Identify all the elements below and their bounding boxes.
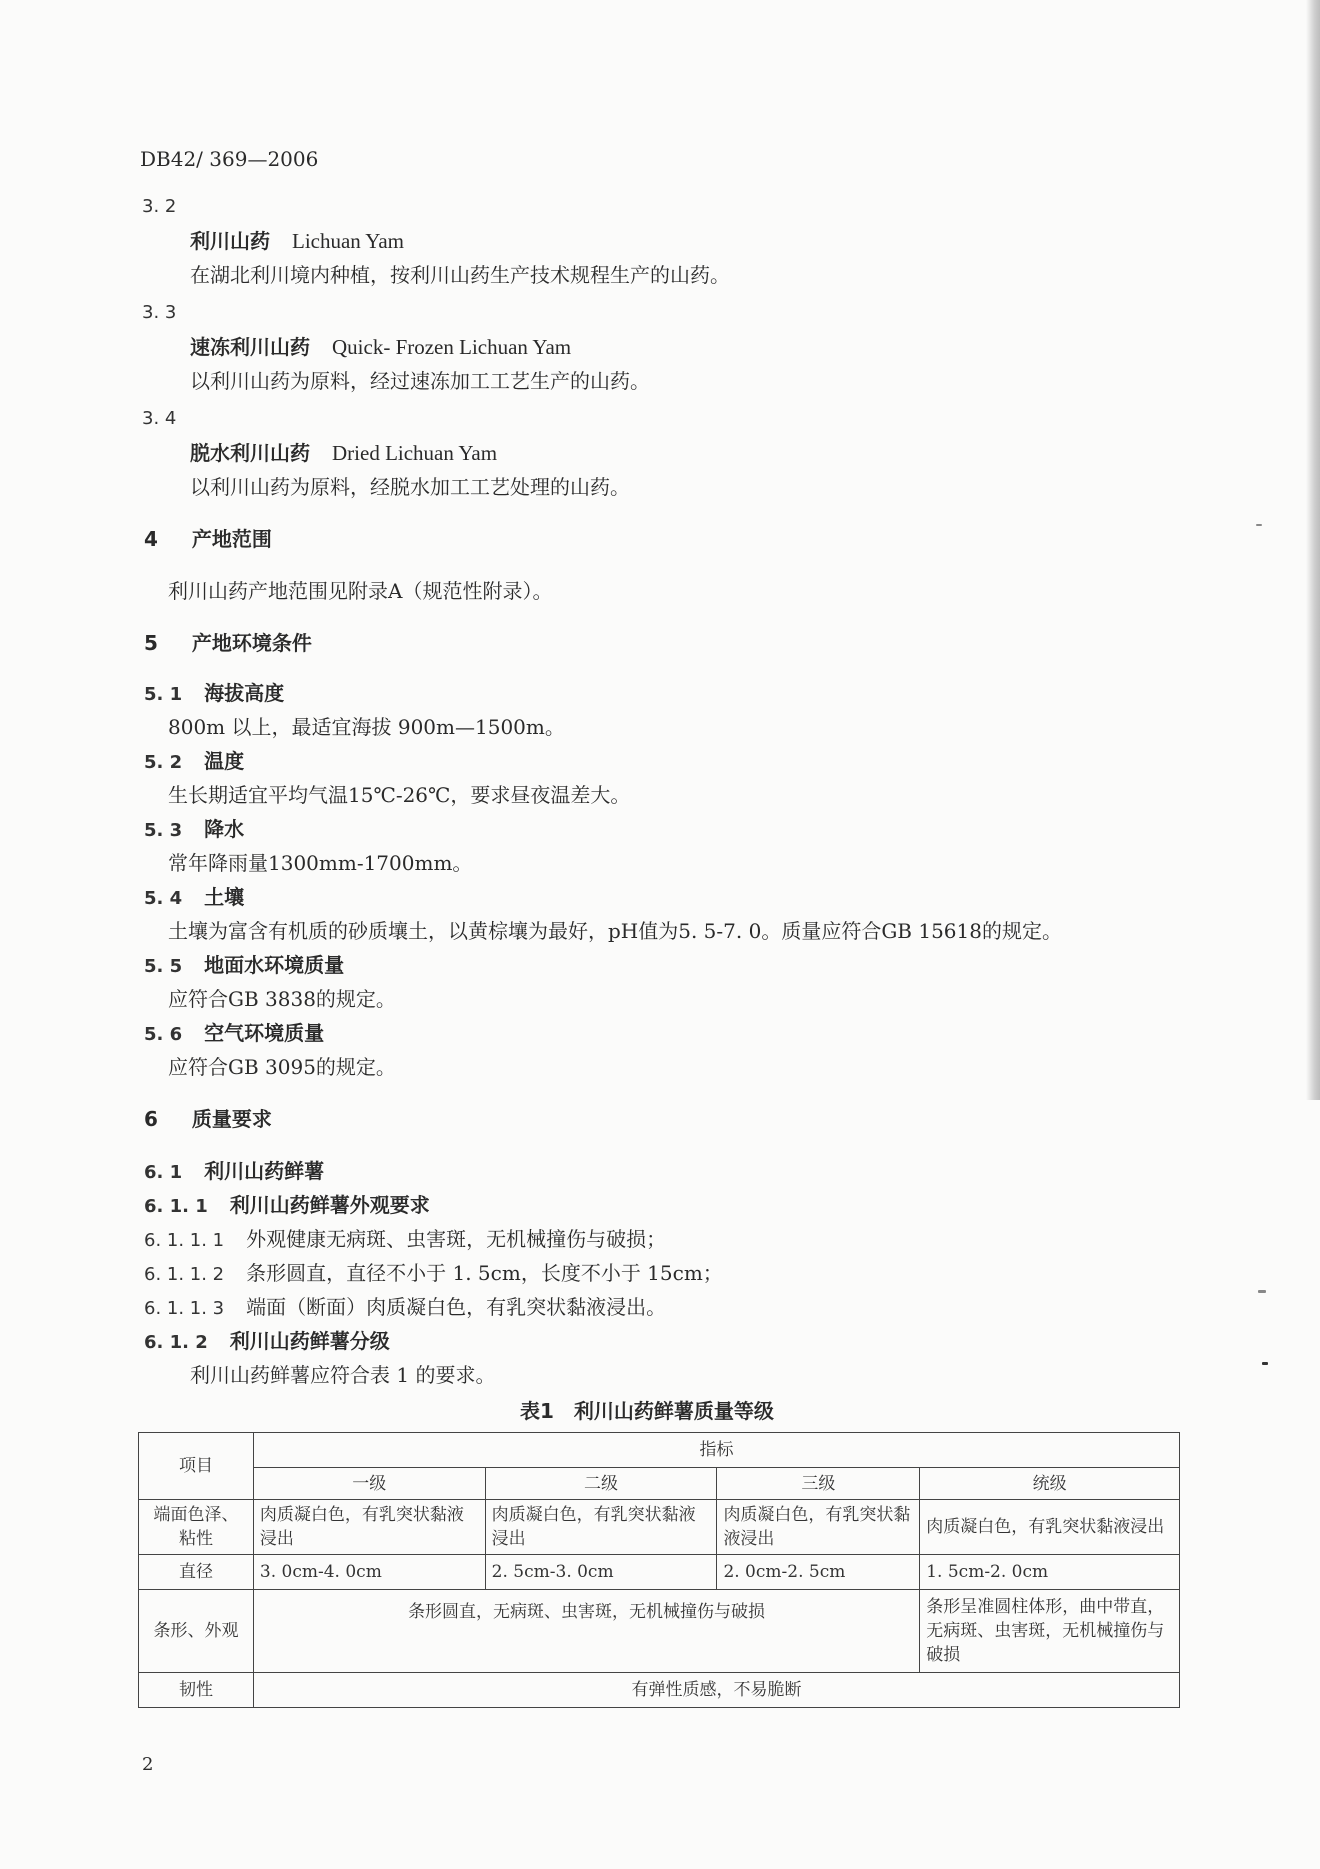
scan-speck <box>1262 1362 1268 1365</box>
table-cell: 3. 0cm-4. 0cm <box>253 1555 485 1590</box>
section-6-1-2-text: 利川山药鲜薯应符合表 1 的要求。 <box>190 1363 496 1387</box>
grade-2: 二级 <box>485 1468 717 1500</box>
quality-grade-table <box>138 1432 1180 1708</box>
section-title: 利川山药鲜薯分级 <box>229 1329 390 1353</box>
section-num: 6. 1. 1. 3 <box>144 1298 225 1319</box>
table-row <box>139 1555 1180 1590</box>
scan-speck <box>1258 1290 1266 1293</box>
table-cell-merged: 有弹性质感，不易脆断 <box>253 1673 1179 1708</box>
section-5-6-text: 应符合GB 3095的规定。 <box>168 1055 396 1079</box>
header-item: 项目 <box>139 1433 254 1500</box>
section-3-4-term <box>190 440 497 466</box>
section-num: 6. 1. 1 <box>144 1196 208 1217</box>
table-caption: 表1 利川山药鲜薯质量等级 <box>520 1399 774 1423</box>
term-cn: 脱水利川山药 <box>190 441 310 465</box>
table-row <box>139 1500 1180 1555</box>
section-title: 土壤 <box>204 885 245 909</box>
grade-3: 三级 <box>717 1468 920 1500</box>
section-num: 6. 1. 1. 2 <box>144 1264 225 1285</box>
section-num: 5. 3 <box>144 820 183 841</box>
section-3-4-def: 以利川山药为原料，经脱水加工工艺处理的山药。 <box>190 475 630 499</box>
section-6-1-1-2 <box>144 1260 723 1288</box>
section-6-1-2-heading <box>144 1328 390 1356</box>
section-6-1-1-heading <box>144 1192 430 1220</box>
section-num: 6. 1 <box>144 1162 183 1183</box>
section-num: 6. 1. 1. 1 <box>144 1230 225 1251</box>
section-num: 5. 4 <box>144 888 183 909</box>
section-3-3-term <box>190 334 571 360</box>
section-5-4-text: 土壤为富含有机质的砂质壤土，以黄棕壤为最好，pH值为5. 5-7. 0。质量应符合GB 15618的规定。 <box>168 919 1062 943</box>
section-title: 空气环境质量 <box>204 1021 325 1045</box>
table-cell: 2. 5cm-3. 0cm <box>485 1555 717 1590</box>
section-3-3-def: 以利川山药为原料，经过速冻加工工艺生产的山药。 <box>190 369 650 393</box>
term-cn: 利川山药 <box>190 229 270 253</box>
section-num: 5. 6 <box>144 1024 183 1045</box>
table-cell: 条形呈准圆柱体形，曲中带直，无病斑、虫害斑，无机械撞伤与破损 <box>920 1590 1180 1673</box>
section-title: 质量要求 <box>191 1107 272 1131</box>
section-num: 6. 1. 2 <box>144 1332 208 1353</box>
grade-1: 一级 <box>253 1468 485 1500</box>
section-3-3-num: 3. 3 <box>142 302 177 323</box>
section-title: 利川山药鲜薯外观要求 <box>229 1193 430 1217</box>
section-3-2-def: 在湖北利川境内种植，按利川山药生产技术规程生产的山药。 <box>190 263 730 287</box>
term-cn: 速冻利川山药 <box>190 335 310 359</box>
section-6-1-heading <box>144 1158 324 1186</box>
section-num: 5. 2 <box>144 752 183 773</box>
table-cell: 肉质凝白色，有乳突状黏液浸出 <box>253 1500 485 1555</box>
section-text: 端面（断面）肉质凝白色，有乳突状黏液浸出。 <box>246 1295 667 1319</box>
section-num: 4 <box>144 527 158 551</box>
term-en: Lichuan Yam <box>292 229 404 253</box>
table-header-row <box>139 1433 1180 1468</box>
header-index: 指标 <box>253 1433 1179 1468</box>
table-grade-row <box>139 1468 1180 1500</box>
section-3-4-num: 3. 4 <box>142 408 177 429</box>
table-cell-merged: 条形圆直，无病斑、虫害斑，无机械撞伤与破损 <box>253 1590 919 1673</box>
row-label-color: 端面色泽、粘性 <box>139 1500 254 1555</box>
section-num: 6 <box>144 1107 158 1131</box>
term-en: Dried Lichuan Yam <box>332 441 498 465</box>
section-num: 5. 1 <box>144 684 183 705</box>
section-4-heading <box>144 526 272 552</box>
table-cell: 肉质凝白色，有乳突状黏液浸出 <box>920 1500 1180 1555</box>
section-text: 外观健康无病斑、虫害斑，无机械撞伤与破损； <box>246 1227 667 1251</box>
section-5-4-heading <box>144 884 244 912</box>
section-5-heading <box>144 630 312 656</box>
grade-ungraded: 统级 <box>920 1468 1180 1500</box>
section-5-3-heading <box>144 816 244 844</box>
section-6-1-1-3 <box>144 1294 666 1322</box>
section-3-2-term <box>190 228 404 254</box>
section-5-1-heading <box>144 680 284 708</box>
row-label-shape: 条形、外观 <box>139 1590 254 1673</box>
term-en: Quick- Frozen Lichuan Yam <box>332 335 572 359</box>
section-5-2-text: 生长期适宜平均气温15℃-26℃，要求昼夜温差大。 <box>168 783 631 807</box>
section-5-5-text: 应符合GB 3838的规定。 <box>168 987 396 1011</box>
section-6-1-1-1 <box>144 1226 666 1254</box>
scan-speck <box>1256 524 1262 526</box>
section-title: 利川山药鲜薯 <box>204 1159 325 1183</box>
table-row <box>139 1673 1180 1708</box>
section-4-text: 利川山药产地范围见附录A（规范性附录）。 <box>168 579 553 603</box>
section-5-6-heading <box>144 1020 324 1048</box>
table-cell: 肉质凝白色，有乳突状黏液浸出 <box>717 1500 920 1555</box>
page-number: 2 <box>142 1754 154 1775</box>
table-row <box>139 1590 1180 1673</box>
section-title: 产地环境条件 <box>191 631 312 655</box>
table-cell: 1. 5cm-2. 0cm <box>920 1555 1180 1590</box>
doc-id: DB42/ 369—2006 <box>140 147 319 171</box>
section-title: 产地范围 <box>191 527 272 551</box>
row-label-diameter: 直径 <box>139 1555 254 1590</box>
section-num: 5. 5 <box>144 956 183 977</box>
section-5-2-heading <box>144 748 244 776</box>
section-5-3-text: 常年降雨量1300mm-1700mm。 <box>168 851 473 875</box>
table-cell: 2. 0cm-2. 5cm <box>717 1555 920 1590</box>
section-title: 温度 <box>204 749 245 773</box>
section-title: 地面水环境质量 <box>204 953 345 977</box>
section-text: 条形圆直，直径不小于 1. 5cm，长度不小于 15cm； <box>246 1261 723 1285</box>
row-label-toughness: 韧性 <box>139 1673 254 1708</box>
section-6-heading <box>144 1106 272 1132</box>
section-3-2-num: 3. 2 <box>142 196 177 217</box>
section-5-1-text: 800m 以上，最适宜海拔 900m—1500m。 <box>168 715 565 739</box>
table-cell: 肉质凝白色，有乳突状黏液浸出 <box>485 1500 717 1555</box>
section-title: 海拔高度 <box>204 681 285 705</box>
section-title: 降水 <box>204 817 245 841</box>
section-num: 5 <box>144 631 158 655</box>
page-edge-shadow <box>1306 0 1320 1100</box>
section-5-5-heading <box>144 952 344 980</box>
